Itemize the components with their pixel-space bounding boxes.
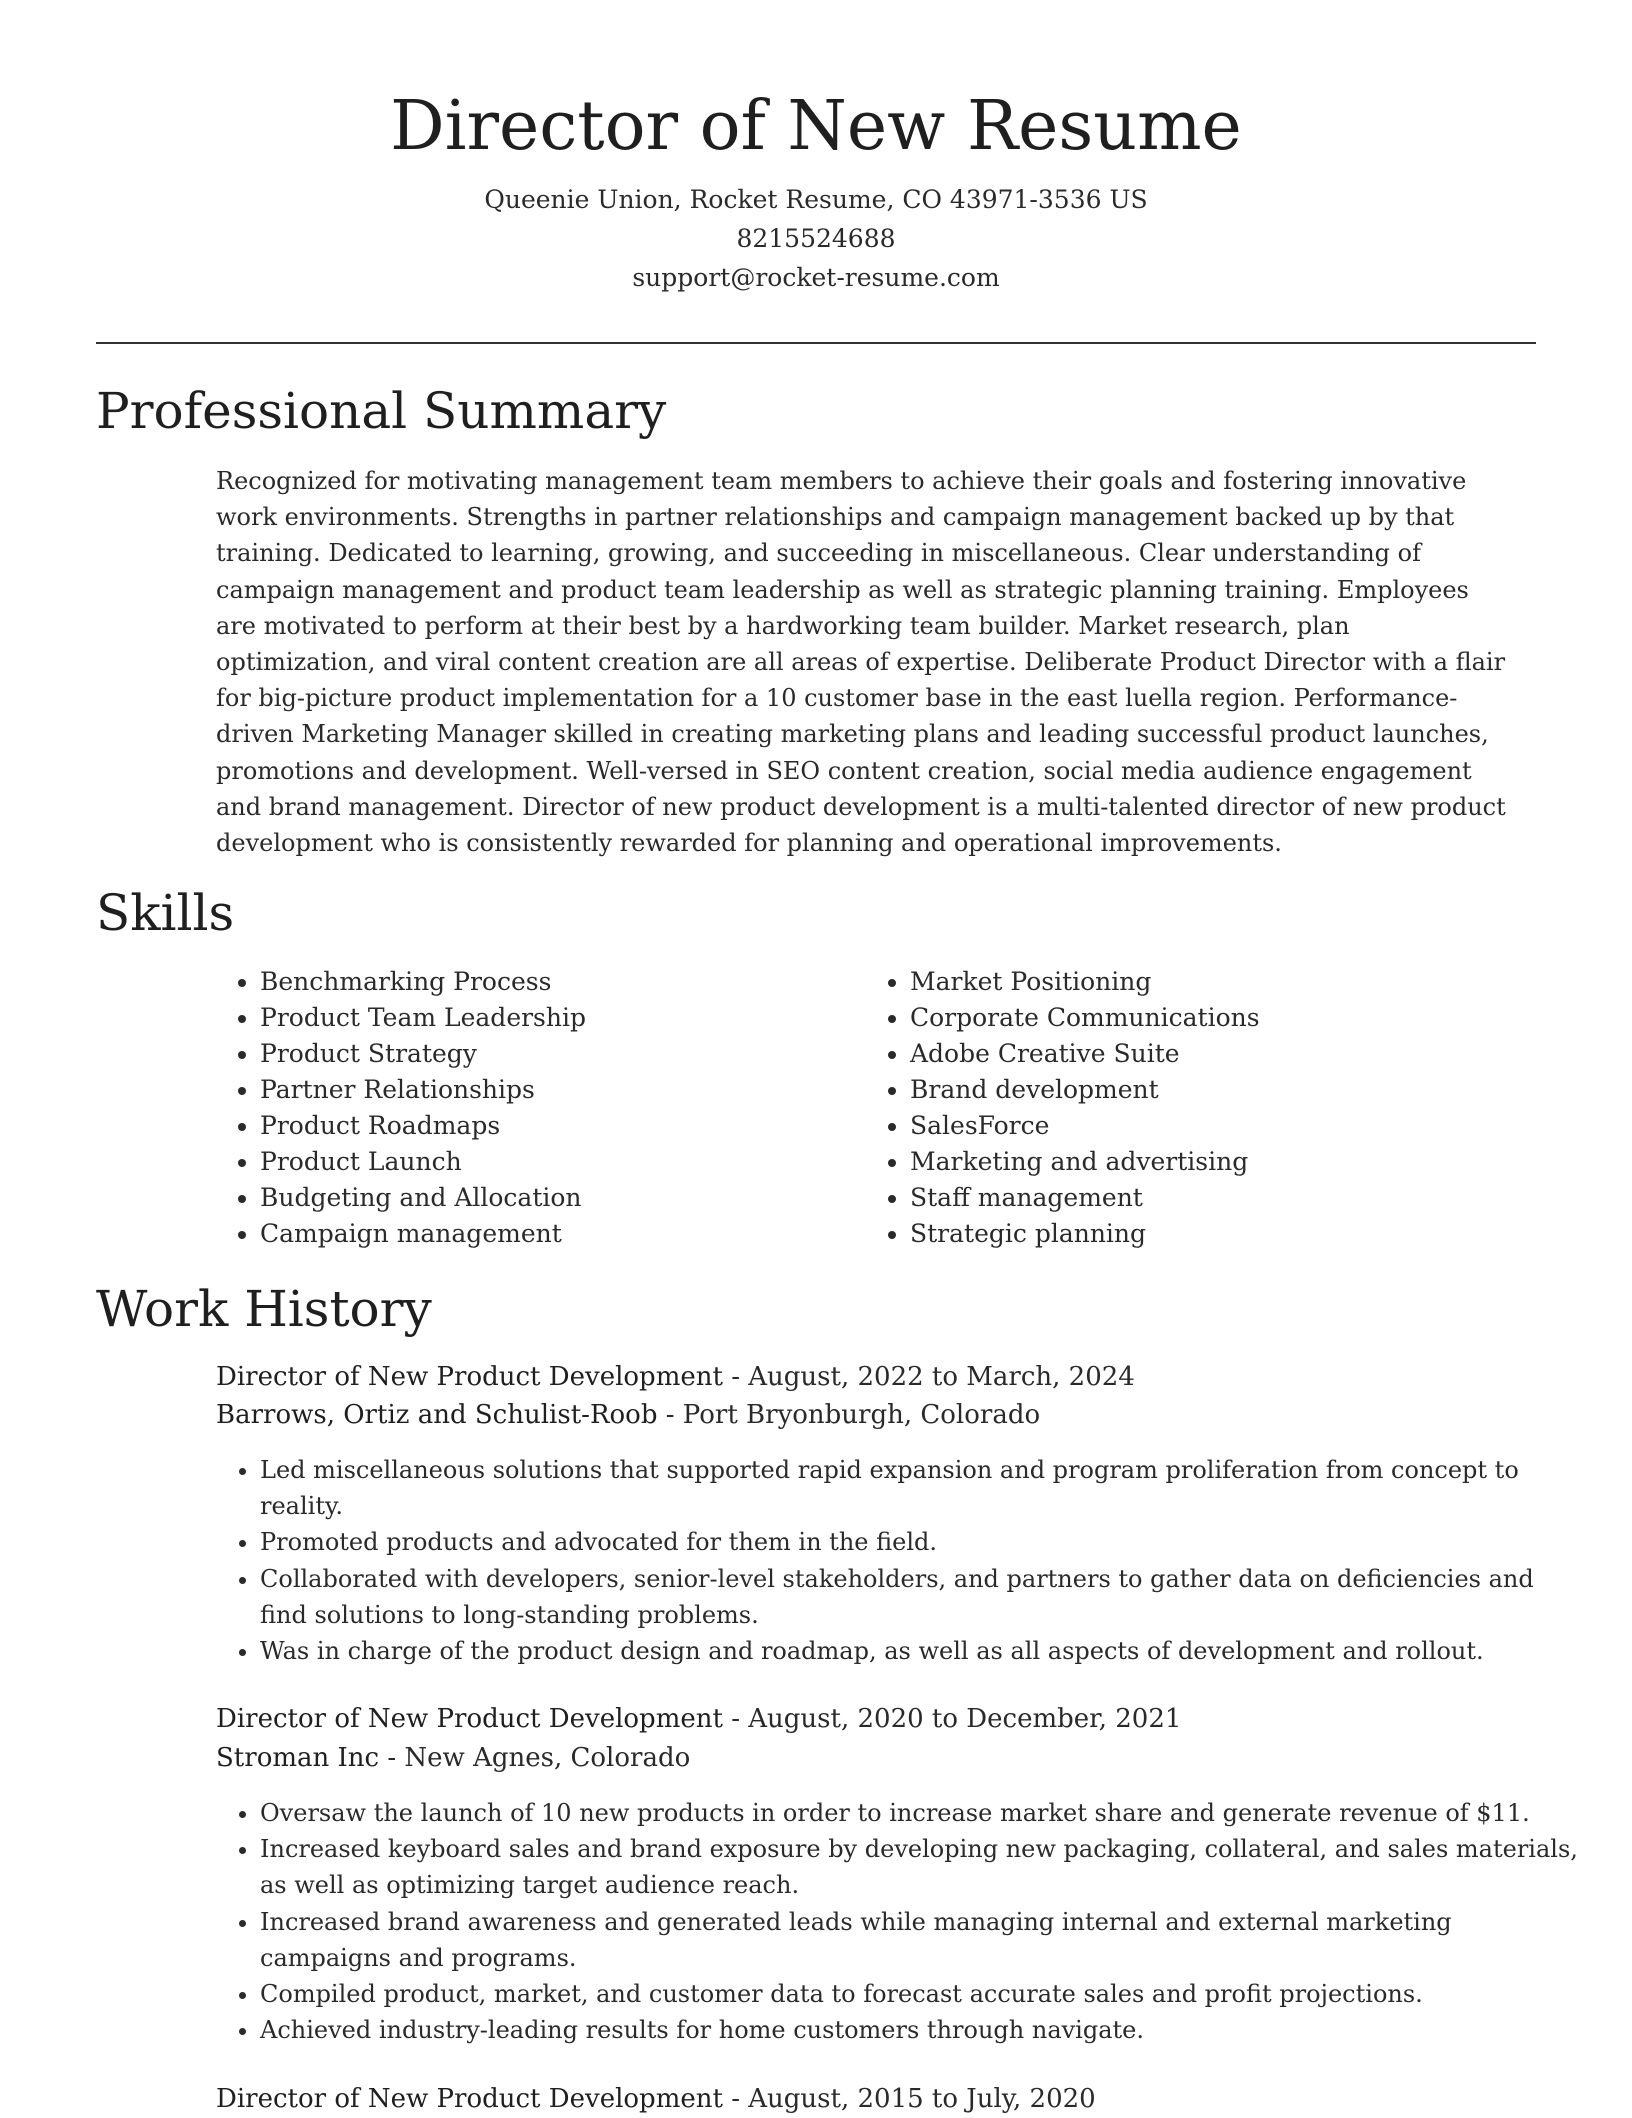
contact-email: support@rocket-resume.com xyxy=(632,263,1000,292)
job-location: Port Bryonburgh, Colorado xyxy=(682,1400,1041,1430)
job-company-line xyxy=(216,1739,690,1777)
job-dates: August, 2020 to December, 2021 xyxy=(748,1704,1182,1734)
job-bullets xyxy=(216,1452,1580,1669)
skill-item: • Market Positioning xyxy=(910,964,1510,1000)
job-bullet: • Achieved industry-leading results for home customers through navigate. xyxy=(260,2012,1580,2048)
job-title-line xyxy=(216,1700,1181,1738)
skill-item: • Budgeting and Allocation xyxy=(260,1180,860,1216)
job-title: Director of New Product Development xyxy=(216,2084,723,2114)
job-dates: August, 2015 to July, 2020 xyxy=(748,2084,1096,2114)
skill-item: • Product Launch xyxy=(260,1144,860,1180)
job-bullet: • Oversaw the launch of 10 new products in order to increase market share and generate revenue of $11. xyxy=(260,1795,1580,1831)
contact-phone: 8215524688 xyxy=(736,224,896,253)
skill-item: • Staff management xyxy=(910,1180,1510,1216)
separator: - xyxy=(722,1362,749,1392)
separator: - xyxy=(379,1743,405,1773)
summary-text: Recognized for motivating management team members to achieve their goals and fostering innovative work environments. Strengths in partner relationships and campaign management backed up by that training. Dedicated to learning, growing, and succeeding in miscellaneous. Clear understanding of campaign management and product team leadership as well as strategic planning training. Employees are motivated to perform at their best by a hardworking team builder. Market research, plan optimization, and viral content creation are all areas of expertise. Deliberate Product Director with a flair for big-picture product implementation for a 10 customer base in the east luella region. Performance-driven Marketing Manager skilled in creating marketing plans and leading successful product launches, promotions and development. Well-versed in SEO content creation, social media audience engagement and brand management. Director of new product development is a multi-talented director of new product development who is consistently rewarded for planning and operational improvements. xyxy=(216,467,1506,858)
resume-name: Director of New Resume xyxy=(390,87,1242,166)
skills-list-left xyxy=(216,964,860,1252)
job-title-line xyxy=(216,2080,1096,2118)
skill-item: • SalesForce xyxy=(910,1108,1510,1144)
skill-item: • Brand development xyxy=(910,1072,1510,1108)
job-title: Director of New Product Development xyxy=(216,1362,723,1392)
skill-item: • Product Roadmaps xyxy=(260,1108,860,1144)
skill-item: • Corporate Communications xyxy=(910,1000,1510,1036)
resume-header xyxy=(0,82,1632,297)
skill-item: • Adobe Creative Suite xyxy=(910,1036,1510,1072)
skill-item: • Campaign management xyxy=(260,1216,860,1252)
separator: - xyxy=(657,1400,683,1430)
job-bullets xyxy=(216,1795,1580,2048)
section-title-skills: Skills xyxy=(96,884,235,942)
job-title-line xyxy=(216,1358,1135,1396)
job-bullet: • Compiled product, market, and customer data to forecast accurate sales and profit projections. xyxy=(260,1976,1580,2012)
skill-item: • Marketing and advertising xyxy=(910,1144,1510,1180)
job-title: Director of New Product Development xyxy=(216,1704,723,1734)
job-company: Stroman Inc xyxy=(216,1743,380,1773)
skill-item: • Strategic planning xyxy=(910,1216,1510,1252)
skill-item: • Product Strategy xyxy=(260,1036,860,1072)
separator: - xyxy=(722,1704,749,1734)
job-bullet: • Promoted products and advocated for them in the field. xyxy=(260,1524,1580,1560)
header-divider xyxy=(96,342,1536,344)
section-title-summary: Professional Summary xyxy=(96,382,667,440)
separator: - xyxy=(722,2084,749,2114)
job-dates: August, 2022 to March, 2024 xyxy=(748,1362,1135,1392)
skills-list-right xyxy=(866,964,1510,1252)
job-bullet: • Increased brand awareness and generated leads while managing internal and external marketing campaigns and programs. xyxy=(260,1904,1580,1976)
job-company: Barrows, Ortiz and Schulist-Roob xyxy=(216,1400,658,1430)
section-title-work-history: Work History xyxy=(96,1280,432,1338)
skill-item: • Benchmarking Process xyxy=(260,964,860,1000)
contact-block xyxy=(0,180,1632,297)
job-bullet: • Collaborated with developers, senior-level stakeholders, and partners to gather data on deficiencies and find solutions to long-standing problems. xyxy=(260,1561,1580,1633)
skill-item: • Partner Relationships xyxy=(260,1072,860,1108)
job-company-line xyxy=(216,1396,1040,1434)
skill-item: • Product Team Leadership xyxy=(260,1000,860,1036)
job-bullet: • Led miscellaneous solutions that supported rapid expansion and program proliferation from concept to reality. xyxy=(260,1452,1580,1524)
job-location: New Agnes, Colorado xyxy=(404,1743,691,1773)
job-bullet: • Was in charge of the product design and roadmap, as well as all aspects of development and rollout. xyxy=(260,1633,1580,1669)
job-bullet: • Increased keyboard sales and brand exposure by developing new packaging, collateral, and sales materials, as well as optimizing target audience reach. xyxy=(260,1831,1580,1903)
contact-address: Queenie Union, Rocket Resume, CO 43971-3536 US xyxy=(484,185,1148,214)
